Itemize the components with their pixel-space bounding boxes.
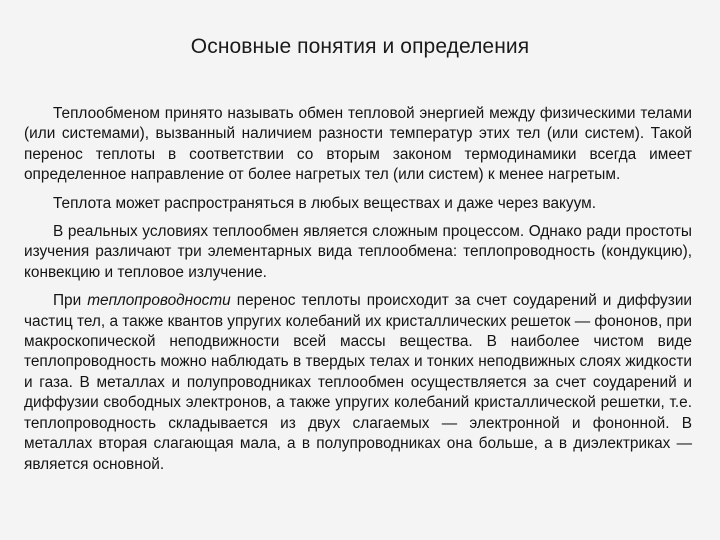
term-conduction: теплопроводности bbox=[87, 292, 231, 310]
paragraph-conduction-rest: перенос теплоты происходит за счет соударений и диффузии частиц тел, а также квантов упругих колебаний их кристаллических решеток — фононов, при макроскопической неподвижности всей массы вещества. В наиболее чистом виде теплопроводность можно наблюдать в твердых телах и тонких неподвижных слоях жидкости и газа. В металлах и полупроводниках теплообмен осуществляется за счет соударений и диффузии свободных электронов, а также упругих колебаний кристаллической решетки, т.е. теплопроводность складывается из двух слагаемых — электронной и фононной. В металлах вторая слагающая мала, а в полупроводниках она больше, а в диэлектриках — является основной. bbox=[24, 292, 693, 473]
paragraph-heat-exchange-definition: Теплообменом принято называть обмен тепловой энергией между физическими телами (или системами), вызванный наличием разности температур этих тел (или систем). Такой перенос теплоты в соответствии со вторым законом термодинамики всегда имеет определенное направление от более нагретых тел (или систем) к менее нагретым. bbox=[24, 105, 692, 184]
slide-body bbox=[24, 104, 692, 475]
paragraph-heat-exchange-types: В реальных условиях теплообмен является сложным процессом. Однако ради простоты изучения различают три элементарных вида теплообмена: теплопроводность (кондукцию), конвекцию и тепловое излучение. bbox=[24, 223, 692, 281]
paragraph-conduction bbox=[24, 291, 692, 475]
paragraph-heat-propagation: Теплота может распространяться в любых веществах и даже через вакуум. bbox=[53, 194, 596, 212]
paragraph-conduction-lead: При bbox=[53, 292, 82, 310]
slide-title: Основные понятия и определения bbox=[190, 35, 530, 58]
